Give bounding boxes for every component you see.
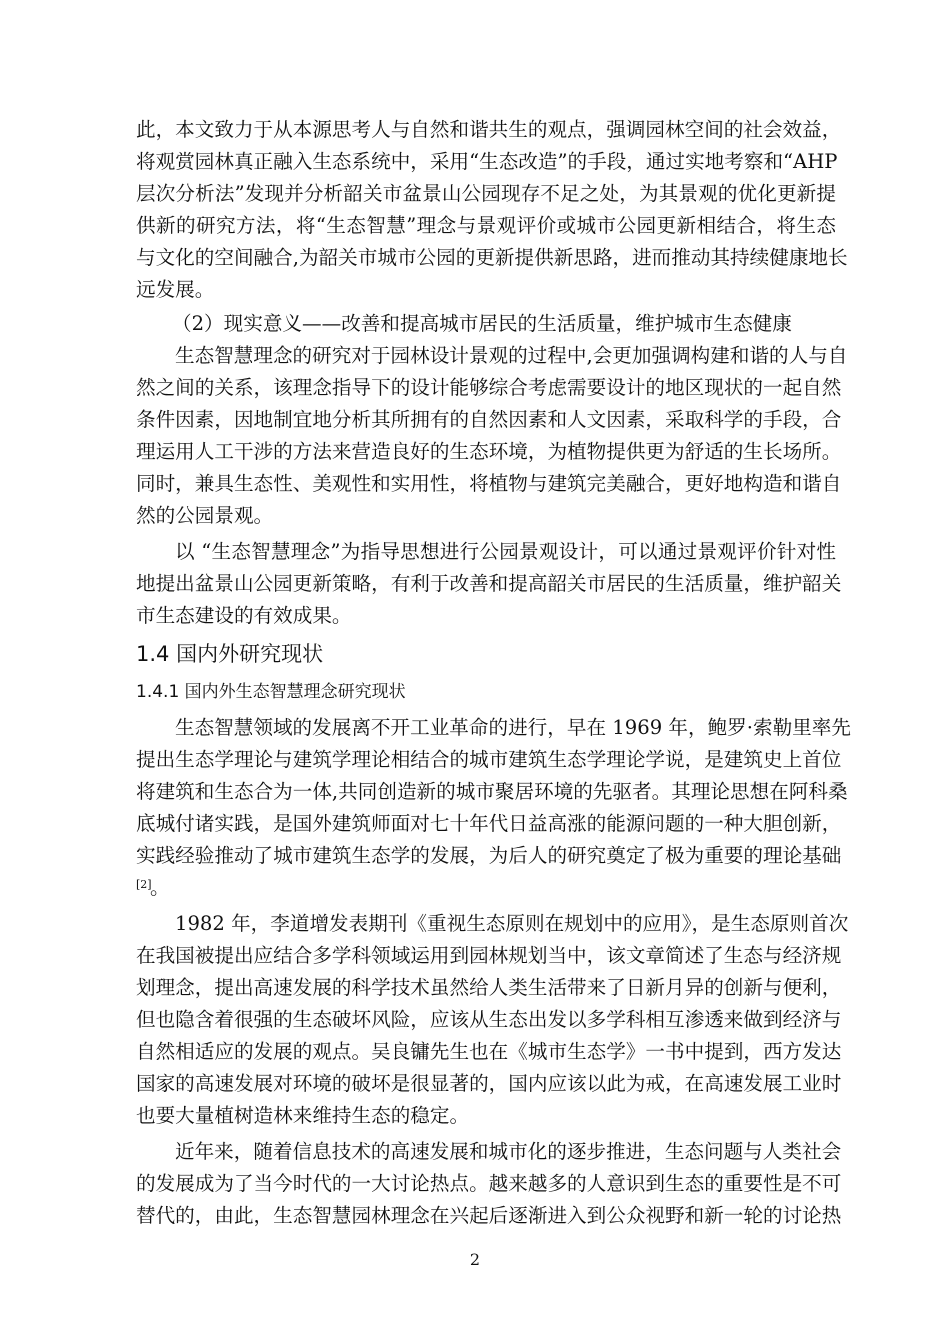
text-line: 同时，兼具生态性、美观性和实用性，将植物与建筑完美融合，更好地构造和谐自 [136,472,842,495]
text-line: 替代的，由此，生态智慧园林理念在兴起后逐渐进入到公众视野和新一轮的讨论热 [136,1204,842,1227]
text-line: 市生态建设的有效成果。 [136,604,352,627]
text-line: 底城付诸实践，是国外建筑师面对七十年代日益高涨的能源问题的一种大胆创新， [136,812,842,835]
text-line: 国家的高速发展对环境的破坏是很显著的，国内应该以此为戒，在高速发展工业时 [136,1072,842,1095]
page-number: 2 [469,1250,481,1269]
text-line: 与文化的空间融合,为韶关市城市公园的更新提供新思路，进而推动其持续健康地长 [136,246,848,269]
text-line: 提出生态学理论与建筑学理论相结合的城市建筑生态学理论学说，是建筑史上首位 [136,748,842,771]
text-line: 供新的研究方法，将“生态智慧”理念与景观评价或城市公园更新相结合，将生态 [136,214,836,237]
text-line: 在我国被提出应结合多学科领域运用到园林规划当中，该文章简述了生态与经济规 [136,944,842,967]
text-line: 自然相适应的发展的观点。吴良镛先生也在《城市生态学》一书中提到，西方发达 [136,1040,842,1063]
text-line: 近年来，随着信息技术的高速发展和城市化的逐步推进，生态问题与人类社会 [175,1140,842,1163]
text-line: 此，本文致力于从本源思考人与自然和谐共生的观点，强调园林空间的社会效益， [136,118,842,141]
text-line: 将建筑和生态合为一体,共同创造新的城市聚居环境的先驱者。其理论思想在阿科桑 [136,780,848,803]
text-line: 远发展。 [136,278,215,301]
text-line: 然的公园景观。 [136,504,274,527]
text-line: 条件因素，因地制宜地分析其所拥有的自然因素和人文因素，采取科学的手段，合 [136,408,842,431]
text-line: 的发展成为了当今时代的一大讨论热点。越来越多的人意识到生态的重要性是不可 [136,1172,842,1195]
text-line: 划理念，提出高速发展的科学技术虽然给人类生活带来了日新月异的创新与便利， [136,976,842,999]
text-line: 但也隐含着很强的生态破坏风险，应该从生态出发以多学科相互渗透来做到经济与 [136,1008,842,1031]
text-line: 生态智慧理念的研究对于园林设计景观的过程中,会更加强调构建和谐的人与自 [175,344,848,367]
text-line: 地提出盆景山公园更新策略，有利于改善和提高韶关市居民的生活质量，维护韶关 [136,572,842,595]
text-line: 然之间的关系，该理念指导下的设计能够综合考虑需要设计的地区现状的一起自然 [136,376,842,399]
text-line: 1982 年，李道增发表期刊《重视生态原则在规划中的应用》，是生态原则首次 [175,912,849,935]
citation-reference: [2] [136,878,152,891]
text-line: 将观赏园林真正融入生态系统中，采用“生态改造”的手段，通过实地考察和“AHP [136,150,838,173]
section-heading: 1.4 国内外研究现状 [136,642,324,666]
text-line: 生态智慧领域的发展离不开工业革命的进行，早在 1969 年，鲍罗·索勒里率先 [175,716,851,739]
text-line: 也要大量植树造林来维持生态的稳定。 [136,1104,470,1127]
text-line: 实践经验推动了城市建筑生态学的发展，为后人的研究奠定了极为重要的理论基础 [136,844,842,867]
text-line-end: 。 [150,876,170,899]
text-line: 以 “生态智慧理念”为指导思想进行公园景观设计，可以通过景观评价针对性 [175,540,836,563]
text-line: 层次分析法”发现并分析韶关市盆景山公园现存不足之处，为其景观的优化更新提 [136,182,836,205]
text-line: 理运用人工干涉的方法来营造良好的生态环境，为植物提供更为舒适的生长场所。 [136,440,842,463]
subheading-practical-significance: （2）现实意义——改善和提高城市居民的生活质量，维护城市生态健康 [172,312,792,335]
subsection-heading: 1.4.1 国内外生态智慧理念研究现状 [136,682,406,702]
